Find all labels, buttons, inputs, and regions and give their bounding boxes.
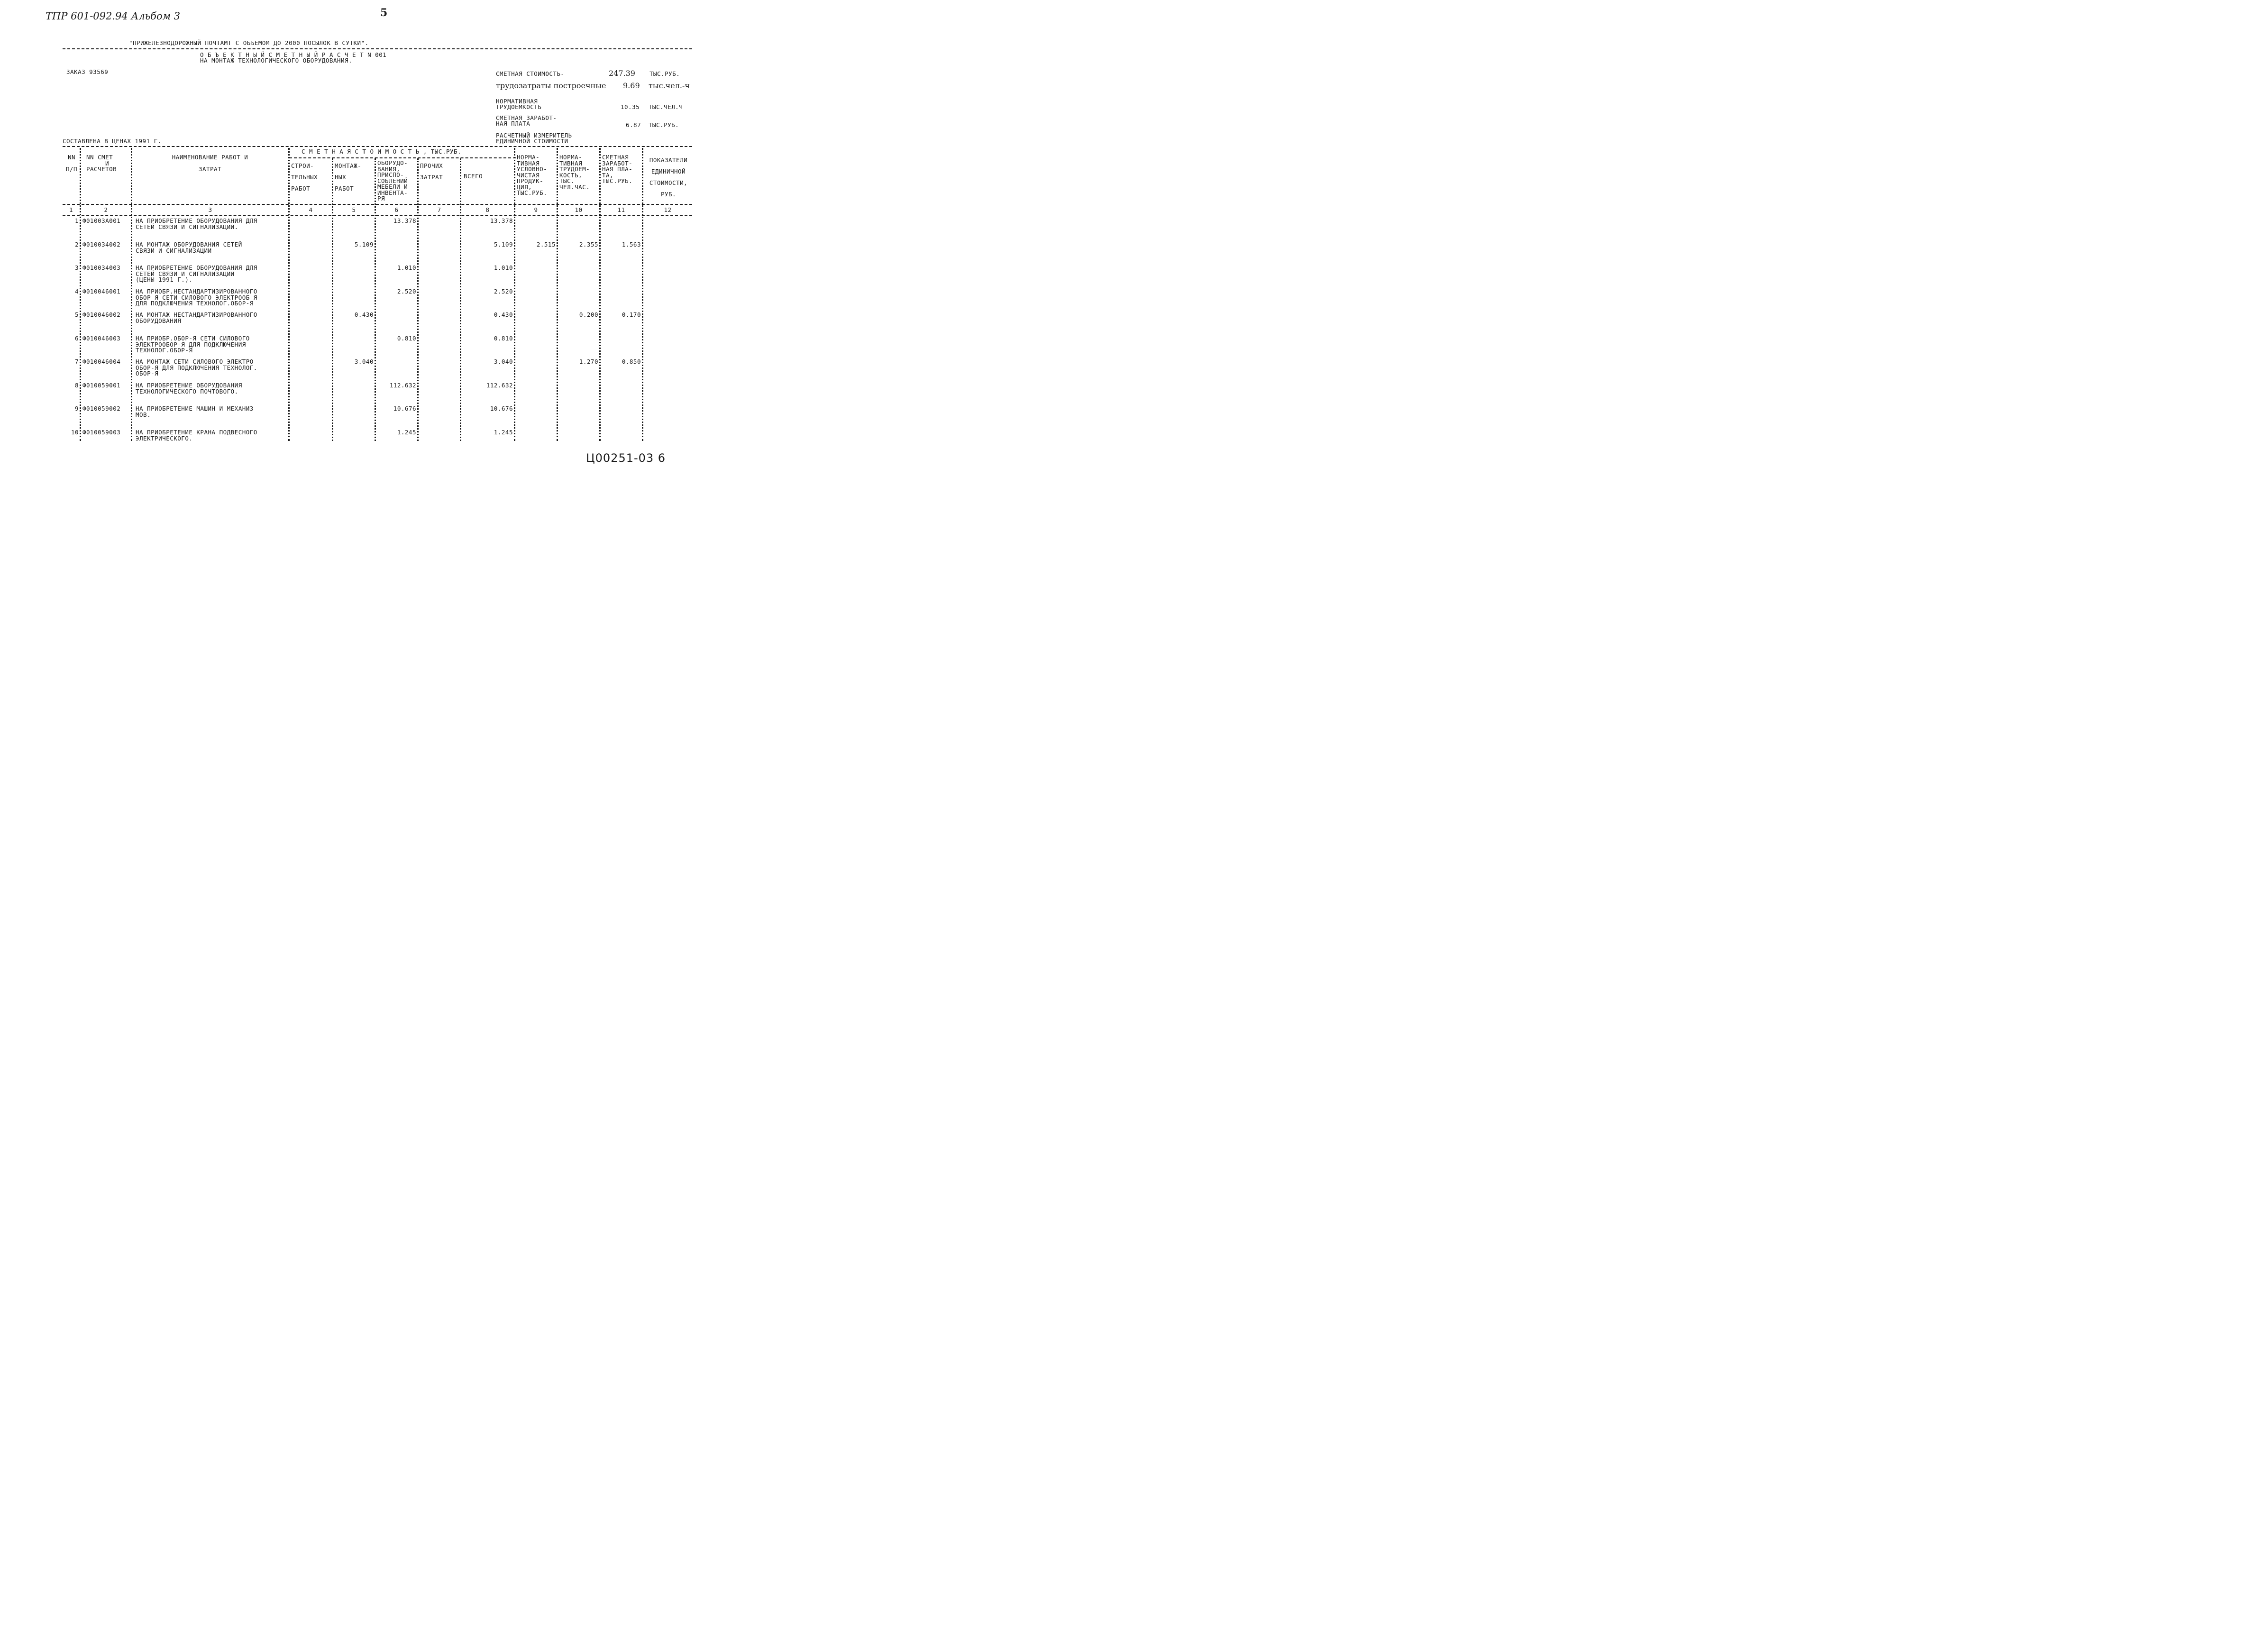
col-number-6: 6 bbox=[394, 206, 399, 213]
work-name-line: ОБОР-Я ДЛЯ ПОДКЛЮЧЕНИЯ ТЕХНОЛОГ. bbox=[136, 364, 257, 371]
work-name-line: МОВ. bbox=[136, 411, 151, 418]
calc-title: О Б Ъ Е К Т Н Ы Й С М Е Т Н Ы Й Р А С Ч Е Т N 001 bbox=[200, 51, 387, 58]
work-name-line: ЭЛЕКТРИЧЕСКОГО. bbox=[136, 434, 193, 442]
work-name-line: НА МОНТАЖ НЕСТАНДАРТИЗИРОВАННОГО bbox=[136, 311, 257, 318]
header-norm-cond: НОРМА- ТИВНАЯ УСЛОВНО- ЧИСТАЯ ПРОДУК- ЦИЯ, ТЫС.РУБ. bbox=[517, 154, 548, 196]
work-name-line: ТЕХНОЛОГИЧЕСКОГО ПОЧТОВОГО. bbox=[136, 387, 238, 395]
col-sep-7 bbox=[460, 158, 461, 441]
work-name-line: НА ПРИОБР.НЕСТАНДАРТИЗИРОВАННОГО bbox=[136, 288, 257, 295]
work-name-line: ОБОР-Я СЕТИ СИЛОВОГО ЭЛЕКТРООБ-Я bbox=[136, 294, 257, 301]
col-number-10: 10 bbox=[575, 206, 583, 213]
table-rule-top bbox=[63, 146, 692, 147]
col-sep-5 bbox=[375, 158, 376, 441]
norm-labor-label-1: НОРМАТИВНАЯ bbox=[496, 98, 538, 105]
col-number-4: 4 bbox=[309, 206, 313, 213]
total-cost: 0.430 bbox=[494, 311, 513, 318]
row-number: 1 bbox=[74, 217, 79, 224]
col-sep-11 bbox=[642, 148, 643, 441]
norm-labor: 2.355 bbox=[579, 241, 598, 248]
header-cost-group: С М Е Т Н А Я С Т О И М О С Т Ь , ТЫС.РУБ. bbox=[302, 148, 462, 155]
install-cost: 3.040 bbox=[354, 358, 374, 365]
equipment-cost: 1.245 bbox=[397, 429, 416, 436]
calc-subtitle: НА МОНТАЖ ТЕХНОЛОГИЧЕСКОГО ОБОРУДОВАНИЯ. bbox=[200, 57, 353, 64]
work-name-line: ТЕХНОЛОГ.ОБОР-Я bbox=[136, 347, 193, 354]
header-construction: СТРОИ- ТЕЛЬНЫХ РАБОТ bbox=[291, 162, 318, 192]
total-cost: 112.632 bbox=[486, 382, 513, 389]
table-rule-header bbox=[63, 204, 692, 205]
unit-measure-label-2: ЕДИНИЧНОЙ СТОИМОСТИ bbox=[496, 138, 568, 145]
row-number: 6 bbox=[74, 335, 79, 342]
rule-top bbox=[63, 48, 692, 49]
norm-conditional-output: 2.515 bbox=[536, 241, 556, 248]
header-nn: NN П/П bbox=[65, 154, 78, 173]
estimated-wages: 1.563 bbox=[622, 241, 641, 248]
estimate-code: Ф010046001 bbox=[82, 288, 121, 295]
wage-unit: ТЫС.РУБ. bbox=[649, 121, 679, 128]
handwritten-reference: ТПР 601-092.94 Альбом 3 bbox=[46, 10, 181, 22]
page-number: 5 bbox=[380, 7, 388, 19]
estimate-code: Ф010034002 bbox=[82, 241, 121, 248]
norm-labor-unit: ТЫС.ЧЕЛ.Ч bbox=[649, 103, 683, 110]
estimate-code: Ф010059003 bbox=[82, 429, 121, 436]
norm-labor-label-2: ТРУДОЕМКОСТЬ bbox=[496, 103, 542, 110]
col-number-5: 5 bbox=[352, 206, 356, 213]
work-name-line: НА ПРИОБРЕТЕНИЕ КРАНА ПОДВЕСНОГО bbox=[136, 429, 257, 436]
estimate-code: Ф010046002 bbox=[82, 311, 121, 318]
equipment-cost: 13.378 bbox=[393, 217, 416, 224]
work-name-line: СЕТЕЙ СВЯЗИ И СИГНАЛИЗАЦИИ bbox=[136, 270, 235, 277]
header-norm-labor: НОРМА- ТИВНАЯ ТРУДОЕМ- КОСТЬ, ТЫС. ЧЕЛ.ЧАС. bbox=[559, 154, 590, 191]
work-name-line: НА ПРИОБРЕТЕНИЕ МАШИН И МЕХАНИЗ bbox=[136, 405, 254, 412]
order-number: ЗАКАЗ 93569 bbox=[66, 68, 109, 75]
header-wages: СМЕТНАЯ ЗАРАБОТ- НАЯ ПЛА- ТА, ТЫС.РУБ. bbox=[602, 154, 633, 184]
table-rule-numbers bbox=[63, 215, 692, 216]
work-name-line: НА ПРИОБРЕТЕНИЕ ОБОРУДОВАНИЯ bbox=[136, 382, 242, 389]
total-cost: 3.040 bbox=[494, 358, 513, 365]
row-number: 10 bbox=[71, 429, 79, 436]
col-sep-10 bbox=[599, 148, 601, 441]
archive-stamp: Ц00251-03 6 bbox=[586, 451, 666, 465]
total-cost: 0.810 bbox=[494, 335, 513, 342]
header-name: НАИМЕНОВАНИЕ РАБОТ И ЗАТРАТ bbox=[172, 154, 248, 173]
work-name-line: ОБОРУДОВАНИЯ bbox=[136, 317, 182, 324]
work-name-line: ОБОР-Я bbox=[136, 370, 159, 377]
equipment-cost: 112.632 bbox=[389, 382, 416, 389]
estimate-code: Ф010034003 bbox=[82, 264, 121, 271]
equipment-cost: 0.810 bbox=[397, 335, 416, 342]
col-number-12: 12 bbox=[664, 206, 672, 213]
total-cost: 1.245 bbox=[494, 429, 513, 436]
col-number-2: 2 bbox=[104, 206, 108, 213]
prices-note: СОСТАВЛЕНА В ЦЕНАХ 1991 Г. bbox=[63, 138, 162, 145]
row-number: 4 bbox=[74, 288, 79, 295]
estimate-code: Ф01003А001 bbox=[82, 217, 121, 224]
col-number-7: 7 bbox=[437, 206, 441, 213]
work-name-line: НА ПРИОБР.ОБОР-Я СЕТИ СИЛОВОГО bbox=[136, 335, 250, 342]
cost-label: СМЕТНАЯ СТОИМОСТЬ- bbox=[496, 70, 565, 77]
estimated-wages: 0.170 bbox=[622, 311, 641, 318]
wage-value: 6.87 bbox=[626, 121, 641, 128]
labor-value: 9.69 bbox=[623, 81, 640, 90]
estimate-code: Ф010059001 bbox=[82, 382, 121, 389]
total-cost: 1.010 bbox=[494, 264, 513, 271]
row-number: 9 bbox=[74, 405, 79, 412]
header-install: МОНТАЖ- НЫХ РАБОТ bbox=[335, 162, 362, 192]
work-name-line: СЕТЕЙ СВЯЗИ И СИГНАЛИЗАЦИИ. bbox=[136, 223, 238, 230]
unit-measure-label-1: РАСЧЕТНЫЙ ИЗМЕРИТЕЛЬ bbox=[496, 132, 572, 139]
work-name-line: ЭЛЕКТРООБОР-Я ДЛЯ ПОДКЛЮЧЕНИЯ bbox=[136, 340, 246, 348]
labor-unit: тыс.чел.-ч bbox=[649, 81, 690, 90]
work-name-line: ДЛЯ ПОДКЛЮЧЕНИЯ ТЕХНОЛОГ.ОБОР-Я bbox=[136, 300, 254, 307]
norm-labor-value: 10.35 bbox=[621, 103, 640, 110]
header-other: ПРОЧИХ ЗАТРАТ bbox=[420, 162, 443, 181]
cost-value: 247.39 bbox=[609, 69, 635, 78]
work-name-line: НА МОНТАЖ СЕТИ СИЛОВОГО ЭЛЕКТРО bbox=[136, 358, 254, 365]
col-sep-2 bbox=[131, 148, 132, 441]
header-total: ВСЕГО bbox=[464, 173, 483, 180]
table-rule-group bbox=[289, 157, 516, 158]
work-name-line: СВЯЗИ И СИГНАЛИЗАЦИИ bbox=[136, 247, 212, 254]
col-sep-1 bbox=[80, 148, 81, 441]
col-number-8: 8 bbox=[485, 206, 490, 213]
equipment-cost: 2.520 bbox=[397, 288, 416, 295]
col-sep-3 bbox=[288, 148, 290, 441]
col-number-1: 1 bbox=[69, 206, 73, 213]
install-cost: 0.430 bbox=[354, 311, 374, 318]
estimate-code: Ф010046004 bbox=[82, 358, 121, 365]
wage-label-2: НАЯ ПЛАТА bbox=[496, 120, 530, 127]
wage-label-1: СМЕТНАЯ ЗАРАБОТ- bbox=[496, 114, 557, 121]
estimated-wages: 0.850 bbox=[622, 358, 641, 365]
total-cost: 5.109 bbox=[494, 241, 513, 248]
col-sep-9 bbox=[557, 148, 558, 441]
row-number: 5 bbox=[74, 311, 79, 318]
header-unit-cost: ПОКАЗАТЕЛИ ЕДИНИЧНОЙ СТОИМОСТИ, РУБ. bbox=[649, 156, 688, 198]
row-number: 3 bbox=[74, 264, 79, 271]
row-number: 2 bbox=[74, 241, 79, 248]
header-calc-no: NN СМЕТ И РАСЧЕТОВ bbox=[86, 154, 117, 173]
norm-labor: 0.200 bbox=[579, 311, 598, 318]
col-sep-8 bbox=[514, 148, 515, 441]
work-name-line: (ЦЕНЫ 1991 Г.). bbox=[136, 276, 193, 283]
norm-labor: 1.270 bbox=[579, 358, 598, 365]
cost-unit: ТЫС.РУБ. bbox=[649, 70, 680, 77]
row-number: 8 bbox=[74, 382, 79, 389]
document-title: "ПРИЖЕЛЕЗНОДОРОЖНЫЙ ПОЧТАМТ С ОБЪЕМОМ ДО 2000 ПОСЫЛОК В СУТКИ". bbox=[129, 39, 369, 46]
equipment-cost: 1.010 bbox=[397, 264, 416, 271]
total-cost: 2.520 bbox=[494, 288, 513, 295]
work-name-line: НА ПРИОБРЕТЕНИЕ ОБОРУДОВАНИЯ ДЛЯ bbox=[136, 264, 257, 271]
estimate-code: Ф010059002 bbox=[82, 405, 121, 412]
total-cost: 10.676 bbox=[490, 405, 513, 412]
header-equipment: ОБОРУДО- ВАНИЯ, ПРИСПО- СОБЛЕНИЙ МЕБЕЛИ И ИНВЕНТА- РЯ bbox=[377, 159, 408, 202]
col-number-3: 3 bbox=[208, 206, 212, 213]
estimate-code: Ф010046003 bbox=[82, 335, 121, 342]
equipment-cost: 10.676 bbox=[393, 405, 416, 412]
col-sep-6 bbox=[417, 158, 419, 441]
install-cost: 5.109 bbox=[354, 241, 374, 248]
labor-label: трудозатраты построечные bbox=[496, 81, 606, 90]
work-name-line: НА МОНТАЖ ОБОРУДОВАНИЯ СЕТЕЙ bbox=[136, 241, 242, 248]
col-sep-4 bbox=[332, 158, 333, 441]
col-number-9: 9 bbox=[534, 206, 538, 213]
col-number-11: 11 bbox=[617, 206, 625, 213]
total-cost: 13.378 bbox=[490, 217, 513, 224]
row-number: 7 bbox=[74, 358, 79, 365]
work-name-line: НА ПРИОБРЕТЕНИЕ ОБОРУДОВАНИЯ ДЛЯ bbox=[136, 217, 257, 224]
